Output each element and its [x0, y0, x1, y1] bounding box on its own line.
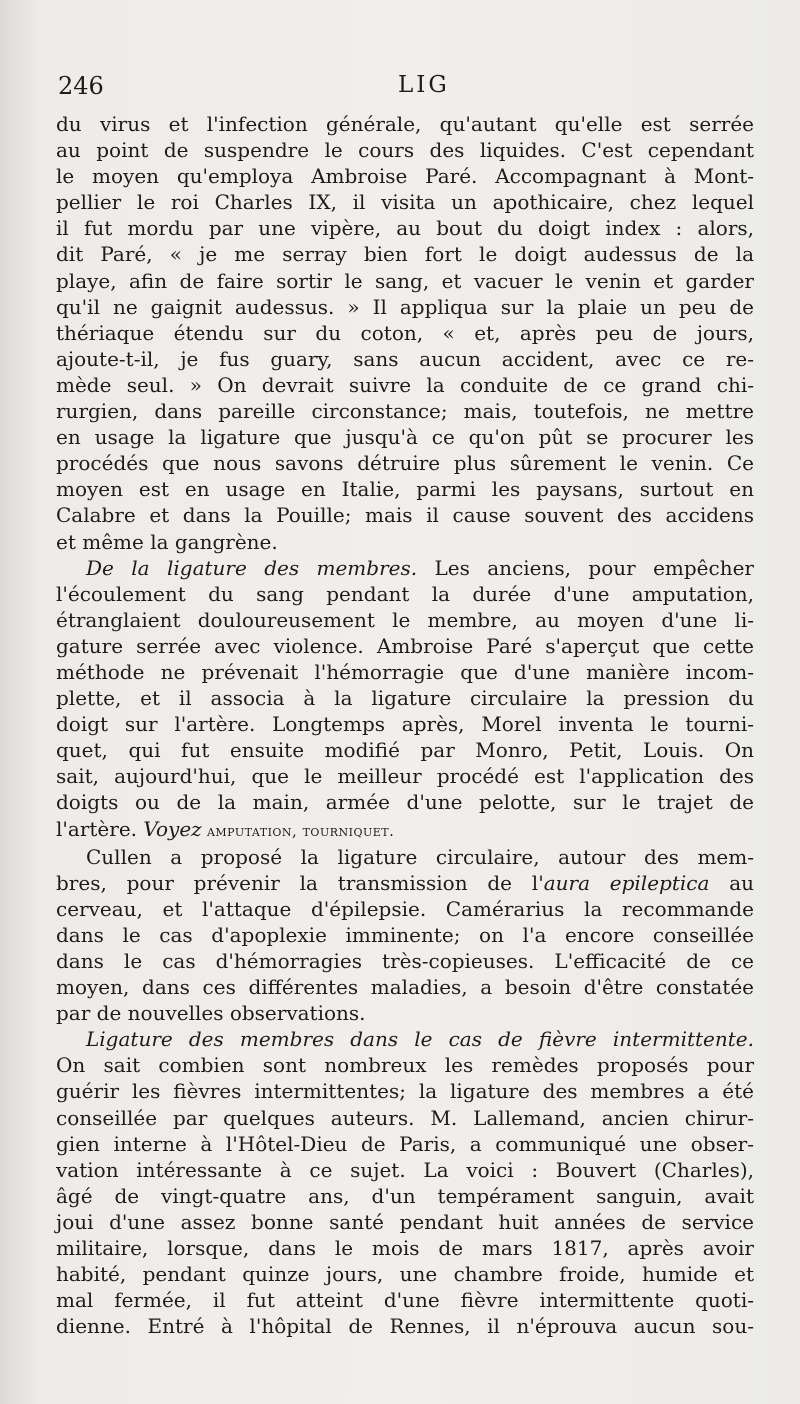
text-line: le moyen qu'employa Ambroise Paré. Accompagnant à Mont-: [56, 164, 754, 189]
text-line: en usage la ligature que jusqu'à ce qu'on pût se procurer les: [56, 425, 754, 450]
text-run: au: [709, 870, 754, 895]
text-line: gien interne à l'Hôtel-Dieu de Paris, a communiqué une obser-: [56, 1131, 754, 1156]
text-line: Cullen a proposé la ligature circulaire, autour des mem-: [86, 844, 754, 869]
body-text: [56, 111, 754, 1339]
text-line: moyen, dans ces différentes maladies, a besoin d'être constatée: [56, 975, 754, 1000]
text-line: vation intéressante à ce sujet. La voici : Bouvert (Charles),: [56, 1157, 754, 1182]
text-line: conseillée par quelques auteurs. M. Lallemand, ancien chirur-: [56, 1105, 754, 1130]
text-line: doigts ou de la main, armée d'une pelotte, sur le trajet de: [56, 790, 754, 815]
text-line: playe, afin de faire sortir le sang, et vacuer le venin et garder: [56, 268, 754, 293]
text-run: Les anciens, pour empêcher: [417, 555, 754, 580]
text-line: plette, et il associa à la ligature circulaire la pression du: [56, 686, 754, 711]
text-line: [56, 870, 754, 896]
text-run: l'artère.: [56, 816, 144, 841]
text-line: moyen est en usage en Italie, parmi les paysans, surtout en: [56, 477, 754, 502]
text-line: doigt sur l'artère. Longtemps après, Morel inventa le tourni-: [56, 712, 754, 737]
paragraph-cullen: [56, 844, 754, 1027]
text-line: l'écoulement du sang pendant la durée d'une amputation,: [56, 581, 754, 606]
text-line: gature serrée avec violence. Ambroise Paré s'aperçut que cette: [56, 633, 754, 658]
text-line: rurgien, dans pareille circonstance; mais, toutefois, ne mettre: [56, 399, 754, 424]
text-line: mède seul. » On devrait suivre la conduite de ce grand chi-: [56, 372, 754, 397]
text-line: au point de suspendre le cours des liquides. C'est cependant: [56, 138, 754, 163]
text-line: militaire, lorsque, dans le mois de mars 1817, après avoir: [56, 1236, 754, 1261]
text-line: mal fermée, il fut atteint d'une fièvre intermittente quoti-: [56, 1288, 754, 1313]
text-line: quet, qui fut ensuite modifié par Monro, Petit, Louis. On: [56, 738, 754, 763]
text-line: procédés que nous savons détruire plus sûrement le venin. Ce: [56, 451, 754, 476]
paragraph-ligature-membres: [56, 555, 754, 844]
text-line: dans le cas d'hémorragies très-copieuses. L'efficacité de ce: [56, 949, 754, 973]
cross-reference: amputation, tourniquet.: [201, 821, 395, 840]
text-line: dans le cas d'apoplexie imminente; on l'a encore conseillée: [56, 922, 754, 947]
text-line: [56, 1026, 754, 1052]
text-line: il fut mordu par une vipère, au bout du doigt index : alors,: [56, 216, 754, 241]
running-head: LIG: [398, 72, 450, 98]
text-line: guérir les fièvres intermittentes; la ligature des membres a été: [56, 1079, 754, 1104]
text-line: pellier le roi Charles IX, il visita un apothicaire, chez lequel: [56, 190, 754, 215]
text-line: [56, 816, 754, 844]
paragraph-fievre: [56, 1026, 754, 1339]
text-line: habité, pendant quinze jours, une chambre froide, humide et: [56, 1262, 754, 1287]
text-line: âgé de vingt-quatre ans, d'un tempérament sanguin, avait: [56, 1183, 754, 1208]
text-run: bres, pour prévenir la transmission de l': [56, 870, 544, 895]
page-number: 246: [58, 72, 104, 100]
text-line: thériaque étendu sur du coton, « et, après peu de jours,: [56, 320, 754, 345]
text-line: [56, 555, 754, 581]
text-line: On sait combien sont nombreux les remèdes proposés pour: [56, 1053, 754, 1078]
text-line: par de nouvelles observations.: [56, 1001, 366, 1026]
text-line: et même la gangrène.: [56, 529, 278, 554]
text-line: cerveau, et l'attaque d'épilepsie. Camérarius la recommande: [56, 896, 754, 921]
page-header: [58, 72, 758, 108]
text-line: méthode ne prévenait l'hémorragie que d'une manière incom-: [56, 659, 754, 684]
section-heading: Ligature des membres dans le cas de fièvre intermittente.: [86, 1027, 754, 1052]
latin-term: aura epileptica: [543, 870, 710, 895]
text-line: ajoute-t-il, je fus guary, sans aucun accident, avec ce re-: [56, 346, 754, 371]
text-line: du virus et l'infection générale, qu'autant qu'elle est serrée: [56, 112, 754, 136]
text-line: qu'il ne gaignit audessus. » Il appliqua sur la plaie un peu de: [56, 294, 754, 319]
text-line: dit Paré, « je me serray bien fort le doigt audessus de la: [56, 242, 754, 267]
section-heading: De la ligature des membres.: [86, 555, 418, 580]
text-line: Calabre et dans la Pouille; mais il cause souvent des accidens: [56, 503, 754, 528]
paragraph-vipere: [56, 111, 754, 555]
voyez-reference: Voyez: [143, 816, 202, 841]
text-line: sait, aujourd'hui, que le meilleur procédé est l'application des: [56, 764, 754, 789]
text-line: étranglaient douloureusement le membre, au moyen d'une li-: [56, 607, 754, 632]
text-line: joui d'une assez bonne santé pendant huit années de service: [56, 1209, 754, 1234]
text-line: dienne. Entré à l'hôpital de Rennes, il n'éprouva aucun sou-: [56, 1314, 754, 1339]
